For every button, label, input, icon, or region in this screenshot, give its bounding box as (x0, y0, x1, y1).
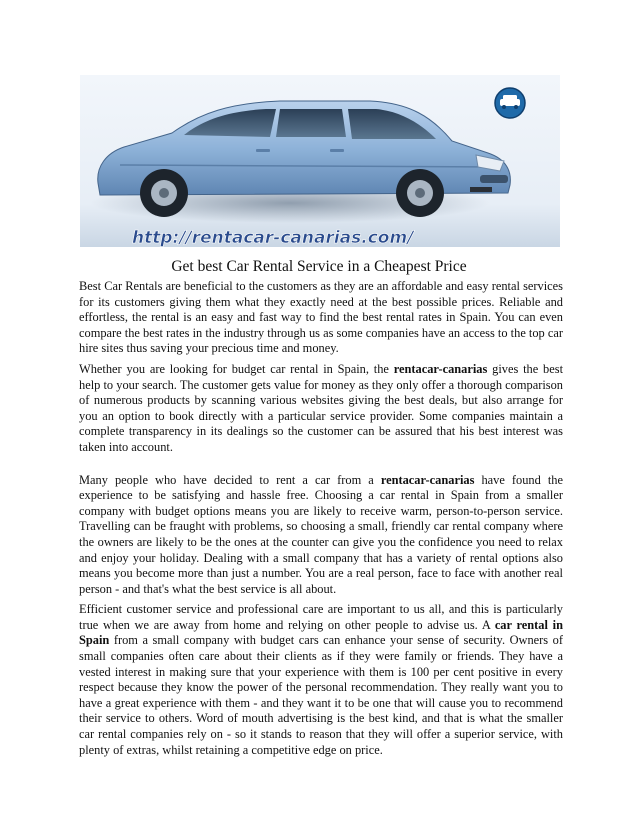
brand-highlight: rentacar-canarias (380, 472, 475, 487)
paragraph-1: Best Car Rentals are beneficial to the customers as they are an affordable and easy rental services for its customers giving them what they exactly need at the best possible prices. Reliable and effortless, the rental is an easy and fast way to find the best rental rates in Spain. You can even compare the best rates in the industry through us as some companies have an access to the top car hire sites thus saving your precious time and money. (79, 279, 563, 356)
paragraph-4: Efficient customer service and professional care are important to us all, and this is particularly true when we are away from home and relying on other people to advise us. A car rental in Spain from a small company with budget cars can enhance your sense of security. Owners of small companies often care about their clients as if they were family or friends. They have a vested interest in making sure that your experience with them is 100 per cent positive in every respect because they know the power of the personal recommendation. They really want you to have a great experience with them - and they want it to be one that will cause you to recommend their service to others. Word of mouth advertising is the best kind, and that is what the smaller car rental companies rely on - so it stands to reason that they will offer a superior service, with plenty of extras, whilst retaining a competitive edge on price. (79, 602, 563, 757)
brand-highlight: rentacar-canarias (393, 361, 488, 376)
paragraph-2: Whether you are looking for budget car rental in Spain, the rentacar-canarias gives the best help to your search. The customer gets value for money as they only offer a thorough comparison of numerous products by scanning various websites giving the best deals, but also arrange for you an option to book directly with a particular service provider. Some companies maintain a complete transparency in its dealings so the customer can be assured that his best interest was taken into account. (79, 361, 564, 454)
header-banner (80, 75, 560, 247)
document-body (79, 279, 563, 758)
car-badge-icon (495, 88, 525, 118)
document-title: Get best Car Rental Service in a Cheapest Price (171, 258, 467, 275)
paragraph-3: Many people who have decided to rent a car from a rentacar-canarias have found the experience to be satisfying and hassle free. Choosing a car rental in Spain from a smaller company with budget options means you are likely to receive warm, person-to-person service. Travelling can be fraught with problems, so choosing a small, friendly car rental company where the owners are likely to be the ones at the counter can give you the confidence you need to relax and enjoy your holiday. Dealing with a small company that has a variety of rental options also means you become more than just a number. You are a real person, face to face with another real person - and that's what the best service is all about. (79, 472, 563, 596)
keyword-highlight: car rental in Spain (79, 617, 563, 648)
banner-graphic (80, 75, 560, 247)
banner-url: http://rentacar-canarias.com/ (132, 228, 414, 247)
